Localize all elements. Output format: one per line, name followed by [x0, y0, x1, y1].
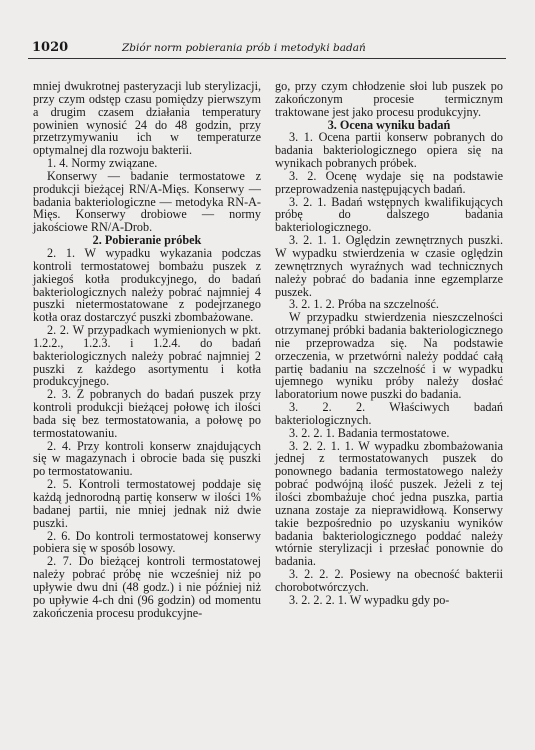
paragraph: 2. 2. W przypadkach wymienionych w pkt. 1.2.2., 1.2.3. i 1.2.4. do badań bakteriologicznych należy pobrać najmniej 2 puszki z każdego asortymentu i kotła produkcyjnego. — [33, 323, 261, 389]
paragraph: 2. 5. Kontroli termostatowej poddaje się każdą jednorodną partię konserw w ilości 1% badanej partii, nie mniej jednak niż dwie puszki. — [33, 477, 261, 530]
section-heading: 3. Ocena wyniku badań — [327, 117, 451, 132]
paragraph: mniej dwukrotnej pasteryzacji lub sterylizacji, przy czym odstęp czasu pomiędzy pierwszym a drugim czasem działania temperatury powinien wynosić 24 do 48 godzin, przy przetrzymywaniu ich w temperaturze optymalnej dla rozwoju bakterii. — [33, 79, 261, 158]
right-column — [275, 80, 503, 607]
paragraph: 3. 2. 2. 2. 1. W wypadku gdy po- — [289, 592, 450, 607]
paragraph: 3. 2. 1. 1. Oględzin zewnętrznych puszki. W wypadku stwierdzenia w czasie oględzin zewnętrznych wyraźnych wad technicznych należy pobrać do badania inne egzemplarze puszek. — [275, 233, 503, 299]
section-heading: 2. Pobieranie próbek — [92, 233, 202, 248]
paragraph: Konserwy — badanie termostatowe z produkcji bieżącej RN/A-Mięs. Konserwy — badania bakteriologiczne — metodyka RN-A-Mięs. Konserwy drobiowe — normy jakościowe RN/A-Drob. — [33, 168, 261, 235]
paragraph: 3. 2. 2. 2. Posiewy na obecność bakterii chorobotwórczych. — [275, 567, 503, 594]
page-header — [28, 38, 506, 59]
paragraph: 2. 6. Do kontroli termostatowej konserwy pobiera się w sposób losowy. — [33, 528, 261, 556]
paragraph: 3. 2. 1. 2. Próba na szczelność. — [289, 297, 439, 312]
paragraph: 3. 2. 2. 1. 1. W wypadku zbombażowania jednej z termostatowanych puszek do ponownego badania termostatowego należy pobrać podwójną ilość puszek. Jeżeli z tej ilości zbombażuje choć jedna puszka, partia uznana zostaje za nieprawidłową. Konserwy takie bezpośrednio po uzyskaniu wyników badania bakteriologicznego poddać należy wtórnie sterylizacji i przesłać ponownie do badania. — [275, 438, 503, 569]
paragraph: 2. 1. W wypadku wykazania podczas kontroli termostatowej bombażu puszek z jakiegoś kotła produkcyjnego, do badań bakteriologicznych należy pobrać najmniej 4 puszki nietermostatowane z podejrzanego kotła oraz dostarczyć puszki zbombażowane. — [33, 245, 261, 325]
paragraph: 3. 2. 1. Badań wstępnych kwalifikujących próbę do dalszego badania bakteriologicznego. — [275, 194, 503, 235]
paragraph: 3. 2. Ocenę wydaje się na podstawie przeprowadzenia następujących badań. — [275, 168, 503, 196]
left-column — [33, 80, 261, 619]
paragraph: 1. 4. Normy związane. — [47, 156, 158, 171]
running-title: Zbiór norm pobierania prób i metodyki badań — [122, 42, 366, 54]
paragraph: 3. 2. 2. 1. Badania termostatowe. — [289, 425, 450, 440]
paragraph: W przypadku stwierdzenia nieszczelności otrzymanej próbki badania bakteriologicznego nie przeprowadza się. Na podstawie orzeczenia, w przetwórni należy poddać całą partię badaniu na szczelność i w wypadku ujemnego wyniku próby należy dosłać laboratorium nowe puszki do badania. — [275, 310, 503, 402]
paragraph: go, przy czym chłodzenie słoi lub puszek po zakończonym procesie termicznym traktowane jest jako procesu produkcyjny. — [275, 79, 503, 119]
paragraph: 2. 4. Przy kontroli konserw znajdujących się w magazynach i obrocie bada się puszki po termostatowaniu. — [33, 438, 261, 479]
paragraph: 2. 3. Z pobranych do badań puszek przy kontroli produkcji bieżącej połowę ich ilości bada się bez termostatowania, a połowę po termostatowaniu. — [33, 387, 261, 440]
paragraph: 2. 7. Do bieżącej kontroli termostatowej należy pobrać próbę nie wcześniej niż po upływie dwu dni (48 godz.) i nie później niż po upływie 4-ch dni (96 godzin) od momentu zakończenia procesu produkcyjne- — [33, 554, 261, 620]
paragraph: 3. 1. Ocena partii konserw pobranych do badania bakteriologicznego opiera się na wynikach pobranych próbek. — [275, 130, 503, 171]
paragraph: 3. 2. 2. Właściwych badań bakteriologicznych. — [275, 400, 503, 427]
page-number: 1020 — [32, 40, 69, 55]
